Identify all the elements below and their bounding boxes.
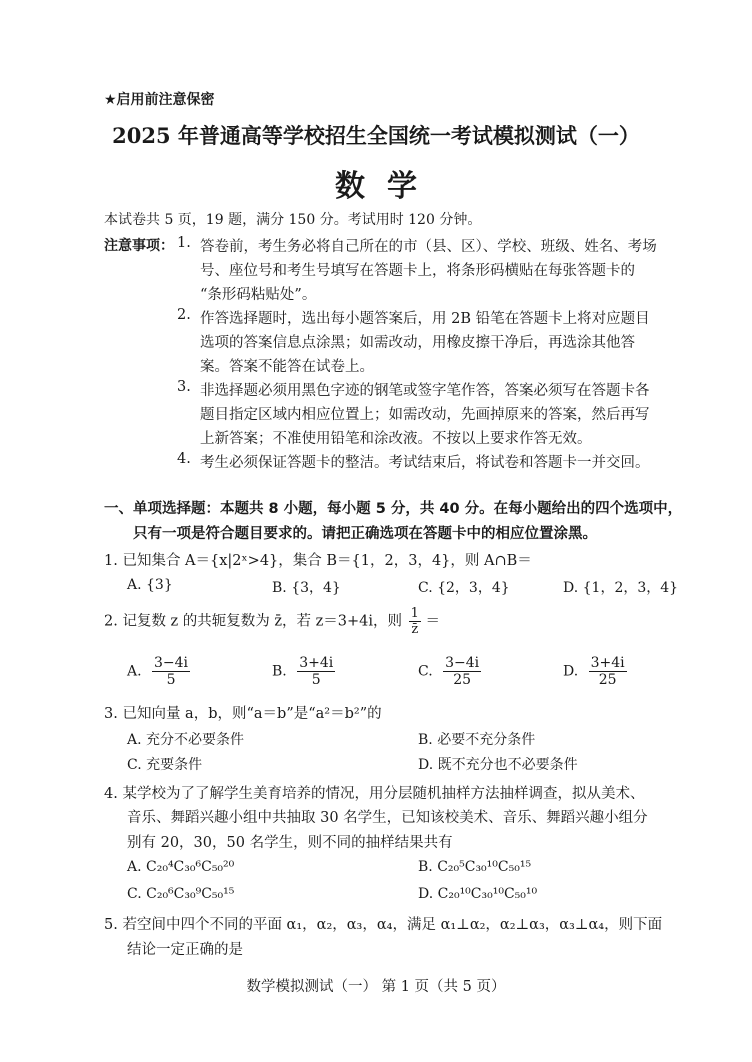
question-3-stem: 3. 已知向量 a，b，则“a＝b”是“a²＝b²”的: [104, 706, 382, 722]
note-line: 上新答案；不准使用铅笔和涂改液。不按以上要求作答无效。: [200, 431, 592, 447]
question-5-line: 结论一定正确的是: [127, 942, 243, 958]
question-4-option-c: C. C₂₀⁶C₃₀⁹C₅₀¹⁵: [127, 886, 235, 902]
option-fraction: [589, 655, 627, 688]
note-line: 案。答案不能答在试卷上。: [200, 359, 374, 375]
question-1-option-d: D. {1，2，3，4}: [563, 580, 679, 596]
fraction-numerator: 3−4i: [154, 655, 189, 671]
fraction-denominator: 5: [166, 672, 176, 688]
note-number: 4.: [177, 451, 191, 467]
fraction-denominator: 25: [598, 672, 617, 688]
option-label: B.: [272, 663, 287, 680]
note-number: 1.: [177, 235, 191, 251]
option-label: C.: [418, 663, 433, 680]
question-5-line: 5. 若空间中四个不同的平面 α₁，α₂，α₃，α₄，满足 α₁⊥α₂，α₂⊥α₃，α₃⊥α₄，则下面: [104, 917, 663, 933]
question-2-option-c: [418, 655, 481, 688]
question-4-option-a: A. C₂₀⁴C₃₀⁶C₅₀²⁰: [127, 859, 235, 875]
question-4-line: 别有 20，30，50 名学生，则不同的抽样结果共有: [127, 835, 453, 851]
question-2-option-d: [563, 655, 627, 688]
question-2-fraction: [409, 606, 421, 637]
question-2-stem-text: 2. 记复数 z 的共轭复数为 z̄，若 z＝3+4i，则: [104, 613, 403, 630]
note-line: 选项的答案信息点涂黑；如需改动，用橡皮擦干净后，再选涂其他答: [200, 335, 635, 351]
note-number: 2.: [177, 307, 191, 323]
question-4-option-d: D. C₂₀¹⁰C₃₀¹⁰C₅₀¹⁰: [418, 886, 538, 902]
fraction-numerator: 3−4i: [445, 655, 480, 671]
confidential-mark: ★启用前注意保密: [104, 92, 215, 108]
note-line: “条形码粘贴处”。: [200, 287, 317, 303]
question-4-option-b: B. C₂₀⁵C₃₀¹⁰C₅₀¹⁵: [418, 859, 532, 875]
exam-intro: 本试卷共 5 页，19 题，满分 150 分。考试用时 120 分钟。: [104, 212, 482, 228]
note-line: 答卷前，考生务必将自己所在的市（县、区）、学校、班级、姓名、考场: [200, 239, 657, 255]
question-2-option-b: [272, 655, 335, 688]
note-line: 题目指定区域内相应位置上；如需改动，先画掉原来的答案，然后再写: [200, 407, 650, 423]
note-number: 3.: [177, 379, 191, 395]
note-line: 号、座位号和考生号填写在答题卡上，将条形码横贴在每张答题卡的: [200, 263, 635, 279]
question-1-option-c: C. {2，3，4}: [418, 580, 510, 596]
question-2-option-a: [127, 655, 190, 688]
fraction-numerator: 1: [410, 606, 419, 621]
notes-label: 注意事项：: [104, 238, 174, 254]
fraction-numerator: 3+4i: [590, 655, 625, 671]
fraction-denominator: z̄: [411, 622, 419, 637]
option-label: A.: [127, 663, 142, 680]
section-heading: 一、单项选择题：本题共 8 小题，每小题 5 分，共 40 分。在每小题给出的四个选项中，: [104, 501, 683, 517]
question-3-option-b: B. 必要不充分条件: [418, 732, 536, 748]
option-label: D.: [563, 663, 579, 680]
note-line: 考生必须保证答题卡的整洁。考试结束后，将试卷和答题卡一并交回。: [200, 455, 650, 471]
fraction-numerator: 3+4i: [299, 655, 334, 671]
question-1-stem: 1. 已知集合 A＝{x|2ˣ>4}，集合 B＝{1，2，3，4}，则 A∩B＝: [104, 553, 532, 569]
page-footer: 数学模拟测试（一） 第 1 页（共 5 页）: [246, 979, 506, 995]
option-fraction: [152, 655, 190, 688]
note-line: 非选择题必须用黑色字迹的钢笔或签字笔作答，答案必须写在答题卡各: [200, 383, 650, 399]
question-3-option-d: D. 既不充分也不必要条件: [418, 757, 578, 773]
question-3-option-a: A. 充分不必要条件: [127, 732, 245, 748]
fraction-denominator: 5: [311, 672, 321, 688]
question-1-option-b: B. {3，4}: [272, 580, 341, 596]
question-4-line: 4. 某学校为了了解学生美育培养的情况，用分层随机抽样方法抽样调查，拟从美术、: [104, 786, 645, 802]
section-heading-line2: 只有一项是符合题目要求的。请把正确选项在答题卡中的相应位置涂黑。: [133, 526, 597, 542]
option-fraction: [443, 655, 481, 688]
subject-title: 数学: [335, 169, 439, 204]
fraction-denominator: 25: [453, 672, 472, 688]
exam-title: 2025 年普通高等学校招生全国统一考试模拟测试（一）: [112, 123, 640, 148]
question-3-option-c: C. 充要条件: [127, 757, 203, 773]
question-4-line: 音乐、舞蹈兴趣小组中共抽取 30 名学生，已知该校美术、音乐、舞蹈兴趣小组分: [127, 810, 648, 826]
question-2-stem: [104, 606, 440, 637]
note-line: 作答选择题时，选出每小题答案后，用 2B 铅笔在答题卡上将对应题目: [200, 311, 650, 327]
question-1-option-a: A. {3}: [127, 577, 173, 593]
option-fraction: [297, 655, 335, 688]
question-2-stem-end: ＝: [425, 613, 441, 630]
